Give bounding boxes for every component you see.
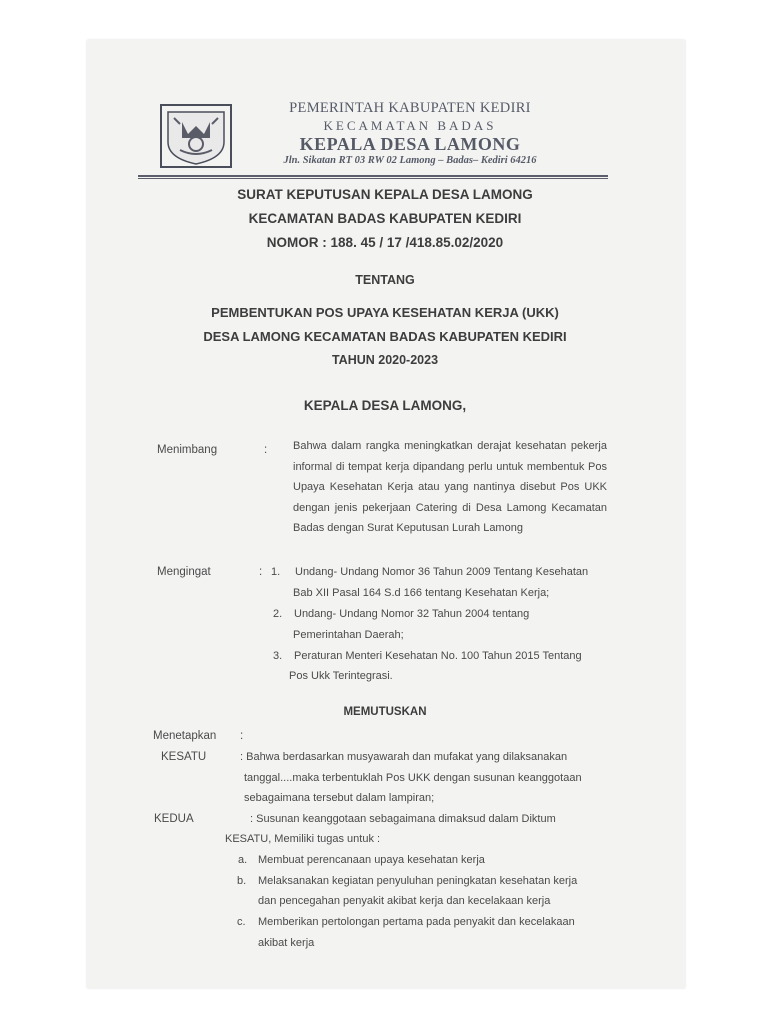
kedua-text: : Susunan keanggotaan sebagaimana dimaksud dalam Diktum — [250, 813, 556, 825]
menetapkan-label: Menetapkan — [153, 730, 217, 742]
decree-number: NOMOR : 188. 45 / 17 /418.85.02/2020 — [266, 235, 504, 250]
kedua-item-letter: b. — [237, 875, 247, 887]
kedua-label: KEDUA — [154, 813, 194, 825]
mengingat-label: Mengingat — [157, 566, 211, 578]
tentang-heading: TENTANG — [355, 273, 415, 287]
menimbang-text: Bahwa dalam rangka meningkatkan derajat kesehatan pekerja informal di tempat kerja dipandang perlu untuk membentuk Pos Upaya Kesehatan Kerja atau yang nantinya disebut Pos UKK dengan jenis pekerjaan Catering di Desa Lamong Kecamatan Badas dengan Surat Keputusan Lurah Lamong — [293, 440, 607, 534]
mengingat-item-text: Undang- Undang Nomor 32 Tahun 2004 tentang — [294, 608, 530, 620]
letterhead-government: PEMERINTAH KABUPATEN KEDIRI — [289, 100, 531, 116]
mengingat-item-text: Peraturan Menteri Kesehatan No. 100 Tahun 2015 Tentang — [294, 650, 582, 662]
subject-line-2: DESA LAMONG KECAMATAN BADAS KABUPATEN KEDIRI — [203, 329, 567, 344]
kedua-item-letter: a. — [238, 854, 248, 866]
memutuskan-heading: MEMUTUSKAN — [343, 706, 427, 718]
subject-line-1: PEMBENTUKAN POS UPAYA KESEHATAN KERJA (UKK) — [211, 305, 559, 320]
kesatu-text: : Bahwa berdasarkan musyawarah dan mufakat yang dilaksanakan — [240, 751, 568, 763]
kedua-item-text: Membuat perencanaan upaya kesehatan kerja — [258, 854, 485, 866]
kedua-item-text-cont: dan pencegahan penyakit akibat kerja dan kecelakaan kerja — [258, 895, 551, 907]
kedua-item-letter: c. — [237, 916, 246, 928]
mengingat-item-text-cont: Pemerintahan Daerah; — [293, 629, 404, 641]
letterhead-office: KEPALA DESA LAMONG — [299, 134, 521, 154]
menetapkan-colon: : — [240, 730, 244, 742]
letterhead-divider — [138, 175, 608, 177]
mengingat-item-text-cont: Pos Ukk Terintegrasi. — [289, 670, 393, 682]
subject-period: TAHUN 2020-2023 — [331, 353, 439, 367]
kedua-item-text: Melaksanakan kegiatan penyuluhan peningkatan kesehatan kerja — [258, 875, 578, 887]
mengingat-item-text-cont: Bab XII Pasal 164 S.d 166 tentang Kesehatan Kerja; — [293, 587, 550, 599]
mengingat-item-number: 3. — [273, 650, 283, 662]
menimbang-colon: : — [264, 444, 268, 456]
kesatu-text-cont: tanggal....maka terbentuklah Pos UKK dengan susunan keanggotaan — [244, 772, 582, 784]
letterhead-divider-thin — [138, 178, 608, 179]
kedua-item-text-cont: akibat kerja — [258, 937, 315, 949]
mengingat-item-text: Undang- Undang Nomor 36 Tahun 2009 Tentang Kesehatan — [295, 566, 589, 578]
mengingat-item-number: 1. — [271, 566, 281, 578]
letterhead-address: Jln. Sikatan RT 03 RW 02 Lamong – Badas– Kediri 64216 — [283, 155, 537, 166]
kedua-item-text: Memberikan pertolongan pertama pada penyakit dan kecelakaan — [258, 916, 575, 928]
kedua-text-cont: KESATU, Memiliki tugas untuk : — [225, 833, 381, 845]
mengingat-colon: : — [259, 566, 263, 578]
decree-title: SURAT KEPUTUSAN KEPALA DESA LAMONG — [237, 187, 533, 202]
issuing-official: KEPALA DESA LAMONG, — [303, 398, 467, 413]
kesatu-label: KESATU — [161, 751, 207, 763]
mengingat-item-number: 2. — [273, 608, 283, 620]
decree-title-region: KECAMATAN BADAS KABUPATEN KEDIRI — [248, 211, 522, 226]
regency-coat-of-arms-icon — [160, 104, 232, 168]
kesatu-text-cont: sebagaimana tersebut dalam lampiran; — [244, 792, 435, 804]
letterhead-district: KECAMATAN BADAS — [323, 118, 497, 133]
menimbang-label: Menimbang — [157, 444, 218, 456]
